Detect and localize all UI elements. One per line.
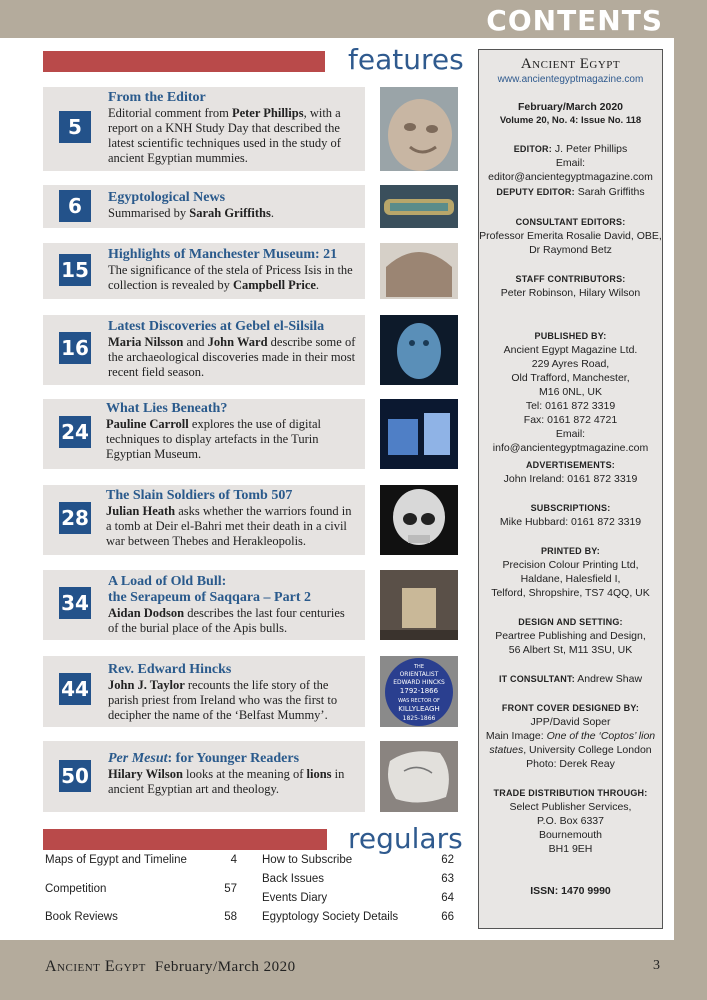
regular-page: 57 — [224, 883, 237, 895]
consultant-heading: CONSULTANT EDITORS: — [515, 217, 626, 227]
printer-block — [479, 544, 662, 600]
feature-description: Summarised by Sarah Griffiths. — [108, 206, 274, 220]
design-line: Peartree Publishing and Design, — [495, 630, 646, 642]
regular-item-competition[interactable] — [45, 883, 237, 895]
trade-heading: TRADE DISTRIBUTION THROUGH: — [493, 788, 648, 798]
feature-item-manchester-museum[interactable] — [43, 243, 365, 299]
staff-block — [479, 272, 662, 300]
page-number: 5 — [59, 111, 91, 143]
plaque-line: WAS RECTOR OF — [398, 698, 440, 704]
deputy-heading: DEPUTY EDITOR: — [496, 187, 575, 197]
feature-image-digital-display — [380, 399, 458, 469]
publisher-line: M16 0NL, UK — [538, 386, 603, 398]
publisher-line: Fax: 0161 872 4721 — [523, 414, 618, 426]
plaque-line: EDWARD HINCKS — [393, 679, 445, 686]
regular-item-how-to-subscribe[interactable] — [262, 854, 454, 866]
plaque-line: ORIENTALIST — [399, 671, 439, 678]
feature-description: Aidan Dodson describes the last four centuries of the burial place of the Apis bulls. — [108, 606, 345, 635]
printer-line: Telford, Shropshire, TS7 4QQ, UK — [491, 587, 650, 599]
footer-title: Ancient Egypt February/March 2020 — [45, 958, 296, 975]
it-block — [479, 672, 662, 686]
trade-line: Bournemouth — [538, 829, 603, 841]
publisher-line: Tel: 0161 872 3319 — [525, 400, 616, 412]
regular-title: Competition — [45, 883, 107, 895]
regular-page: 64 — [441, 892, 454, 904]
feature-description: Editorial comment from Peter Phillips, with a report on a KNH Study Day that described the latest scientific techniques used in the study of ancient Egyptian mummies. — [108, 106, 341, 165]
editor-block — [479, 142, 662, 184]
regular-title: Back Issues — [262, 873, 324, 885]
feature-item-per-mesut[interactable] — [43, 741, 365, 812]
feature-title: Per Mesut: for Younger Readers — [108, 751, 300, 766]
regular-item-book-reviews[interactable] — [45, 911, 237, 923]
regular-page: 4 — [230, 854, 237, 866]
regular-item-events-diary[interactable] — [262, 892, 454, 904]
cover-block — [479, 701, 662, 771]
plaque-line: 1825-1866 — [402, 715, 436, 722]
editor-email[interactable]: Email: editor@ancientegyptmagazine.com — [488, 157, 653, 183]
subscriptions-block — [479, 501, 662, 529]
cover-line: Main Image: One of the ‘Coptos’ lion — [485, 730, 656, 742]
staff-names: Peter Robinson, Hilary Wilson — [500, 287, 641, 299]
page-number: 34 — [59, 587, 91, 619]
printer-heading: PRINTED BY: — [540, 546, 601, 556]
feature-image-coffin — [380, 185, 458, 228]
feature-description: Maria Nilsson and John Ward describe some of the archaeological discoveries made in their most recent field season. — [108, 335, 356, 379]
page-number: 16 — [59, 332, 91, 364]
feature-title: Latest Discoveries at Gebel el-Silsila — [108, 319, 325, 334]
page-number: 24 — [59, 416, 91, 448]
feature-title: A Load of Old Bull: — [108, 574, 227, 589]
feature-image-lion-ostracon — [380, 741, 458, 812]
regular-title: Maps of Egypt and Timeline — [45, 854, 187, 866]
regular-page: 63 — [441, 873, 454, 885]
publisher-email[interactable]: Email: info@ancientegyptmagazine.com — [492, 428, 649, 454]
feature-description: Hilary Wilson looks at the meaning of lions in ancient Egyptian art and theology. — [108, 767, 345, 796]
consultant-block — [479, 215, 662, 257]
feature-title: From the Editor — [108, 90, 206, 105]
it-name: Andrew Shaw — [577, 673, 643, 685]
regular-item-society-details[interactable] — [262, 911, 454, 923]
plaque-line: KILLYLEAGH — [398, 705, 440, 713]
feature-image-skull — [380, 485, 458, 555]
deputy-block — [479, 185, 662, 199]
trade-line: BH1 9EH — [548, 843, 593, 855]
publisher-block — [479, 329, 662, 455]
feature-image-serapeum-corridor — [380, 570, 458, 640]
publisher-line: Old Trafford, Manchester, — [511, 372, 630, 384]
features-bar — [43, 51, 325, 72]
masthead-url[interactable]: www.ancientegyptmagazine.com — [497, 74, 644, 85]
publisher-heading: PUBLISHED BY: — [534, 331, 607, 341]
editor-name: J. Peter Phillips — [554, 143, 628, 155]
feature-title: Highlights of Manchester Museum: 21 — [108, 247, 338, 262]
trade-block — [479, 786, 662, 856]
subscriptions-heading: SUBSCRIPTIONS: — [530, 503, 611, 513]
issn: ISSN: 1470 9990 — [530, 885, 611, 897]
cover-heading: FRONT COVER DESIGNED BY: — [501, 703, 640, 713]
feature-item-from-the-editor[interactable] — [43, 87, 365, 171]
publisher-line: 229 Ayres Road, — [531, 358, 610, 370]
feature-image-lion-head — [380, 87, 458, 171]
consultant-2: Dr Raymond Betz — [529, 244, 612, 256]
cover-line: JPP/David Soper — [530, 716, 611, 728]
design-block — [479, 615, 662, 657]
issue-volume: Volume 20, No. 4: Issue No. 118 — [499, 115, 642, 126]
feature-title: The Slain Soldiers of Tomb 507 — [106, 488, 293, 503]
page-number: 50 — [59, 760, 91, 792]
masthead-title: Ancient Egypt — [520, 56, 621, 72]
regular-item-back-issues[interactable] — [262, 873, 454, 885]
contents-title: CONTENTS — [486, 4, 663, 37]
regular-page: 58 — [224, 911, 237, 923]
printer-line: Haldane, Halesfield I, — [520, 573, 621, 585]
regular-item-maps[interactable] — [45, 854, 237, 866]
footer-page-number: 3 — [653, 958, 660, 973]
feature-item-what-lies-beneath[interactable] — [43, 399, 365, 469]
feature-item-egyptological-news[interactable] — [43, 185, 365, 228]
feature-item-edward-hincks[interactable] — [43, 656, 365, 727]
staff-heading: STAFF CONTRIBUTORS: — [515, 274, 626, 284]
regular-title: Egyptology Society Details — [262, 911, 399, 923]
plaque-line: THE — [414, 664, 424, 670]
printer-line: Precision Colour Printing Ltd, — [502, 559, 639, 571]
regular-title: Events Diary — [262, 892, 328, 904]
feature-title: What Lies Beneath? — [106, 401, 228, 416]
consultant-1: Professor Emerita Rosalie David, OBE, — [479, 230, 662, 242]
it-heading: IT CONSULTANT: — [498, 674, 575, 684]
advertisements-heading: ADVERTISEMENTS: — [525, 460, 615, 470]
editor-heading: EDITOR: — [513, 144, 552, 154]
issue-date: February/March 2020 — [517, 101, 624, 113]
design-line: 56 Albert St, M11 3SU, UK — [508, 644, 633, 656]
design-heading: DESIGN AND SETTING: — [518, 617, 623, 627]
feature-image-bes-amulet — [380, 315, 458, 385]
feature-item-serapeum[interactable] — [43, 570, 365, 640]
regulars-bar — [43, 829, 327, 850]
features-label: features — [348, 43, 464, 76]
feature-description: John J. Taylor recounts the life story of the parish priest from Ireland who was the first to decipher the name of the ‘Belfast Mummy’. — [108, 678, 338, 722]
feature-title: Egyptological News — [108, 190, 226, 205]
advertisements-contact: John Ireland: 0161 872 3319 — [503, 473, 638, 485]
regulars-label: regulars — [348, 822, 463, 855]
feature-description: The significance of the stela of Pricess Isis in the collection is revealed by Campbell Price. — [108, 263, 353, 292]
regular-title: Book Reviews — [45, 911, 118, 923]
feature-image-stela — [380, 243, 458, 299]
regular-title: How to Subscribe — [262, 854, 353, 866]
page-number: 15 — [59, 254, 91, 286]
trade-line: P.O. Box 6337 — [537, 815, 604, 827]
feature-description: Pauline Carroll explores the use of digital techniques to display artefacts in the Turin Egyptian Museum. — [106, 417, 322, 461]
trade-line: Select Publisher Services, — [509, 801, 632, 813]
feature-item-slain-soldiers[interactable] — [43, 485, 365, 555]
page-number: 44 — [59, 673, 91, 705]
cover-line: Photo: Derek Reay — [526, 758, 615, 770]
issue-info — [479, 100, 662, 128]
feature-title-line-2: the Serapeum of Saqqara – Part 2 — [108, 590, 311, 605]
publisher-line: Ancient Egypt Magazine Ltd. — [503, 344, 638, 356]
feature-image-blue-plaque — [380, 656, 458, 727]
page-number: 28 — [59, 502, 91, 534]
subscriptions-contact: Mike Hubbard: 0161 872 3319 — [499, 516, 642, 528]
feature-title: Rev. Edward Hincks — [108, 662, 232, 677]
page-number: 6 — [59, 190, 91, 222]
feature-item-gebel-el-silsila[interactable] — [43, 315, 365, 385]
advertisements-block — [479, 458, 662, 486]
feature-description: Julian Heath asks whether the warriors found in a tomb at Deir el-Bahri met their death in a civil war between Thebes and Herakleopolis. — [106, 504, 352, 548]
deputy-name: Sarah Griffiths — [577, 186, 645, 198]
masthead-sidebar — [478, 49, 663, 929]
cover-line: statues, University College London — [489, 744, 652, 756]
plaque-line: 1792-1866 — [399, 687, 439, 695]
regular-page: 62 — [441, 854, 454, 866]
regular-page: 66 — [441, 911, 454, 923]
